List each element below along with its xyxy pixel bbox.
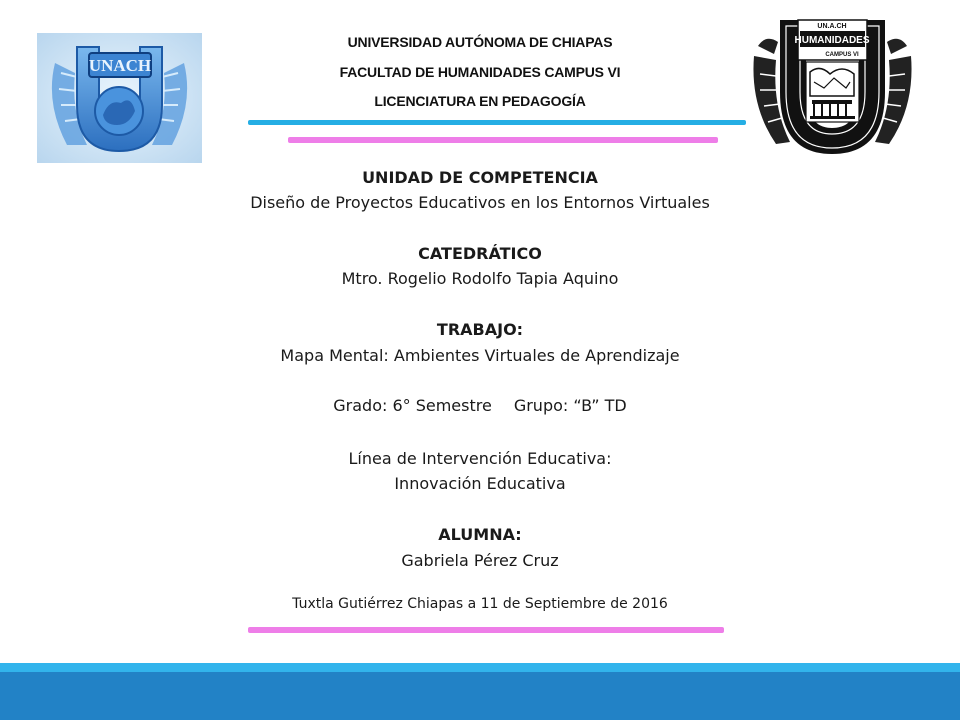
student-value: Gabriela Pérez Cruz <box>401 551 559 570</box>
footer-bar <box>0 672 960 720</box>
teacher-value: Mtro. Rogelio Rodolfo Tapia Aquino <box>341 269 619 288</box>
group-value: Grupo: “B” TD <box>513 396 627 415</box>
program-name: LICENCIATURA EN PEDAGOGÍA <box>374 93 586 109</box>
student-heading: ALUMNA: <box>438 525 522 544</box>
intervention-line-value: Innovación Educativa <box>394 474 566 493</box>
faculty-name: FACULTAD DE HUMANIDADES CAMPUS VI <box>339 64 621 80</box>
blue-divider-line <box>248 120 746 125</box>
work-heading: TRABAJO: <box>436 320 524 339</box>
humanidades-campus-vi-seal-icon <box>750 16 915 156</box>
pink-divider-line-top <box>288 137 718 143</box>
unach-university-seal-icon <box>37 33 202 163</box>
intervention-line-heading: Línea de Intervención Educativa: <box>348 449 612 468</box>
unit-value: Diseño de Proyectos Educativos en los Entornos Virtuales <box>250 193 710 212</box>
svg-text:CAMPUS VI: CAMPUS VI <box>825 52 859 58</box>
university-name: UNIVERSIDAD AUTÓNOMA DE CHIAPAS <box>347 34 613 50</box>
teacher-heading: CATEDRÁTICO <box>418 244 542 263</box>
grade-value: Grado: 6° Semestre <box>333 396 492 415</box>
pink-divider-line-bottom <box>248 627 724 633</box>
unit-heading: UNIDAD DE COMPETENCIA <box>362 168 598 187</box>
humanidades-logo <box>750 16 915 156</box>
svg-text:UN.A.CH: UN.A.CH <box>817 23 847 30</box>
grade-group-line <box>180 396 780 415</box>
svg-text:HUMANIDADES: HUMANIDADES <box>794 35 870 46</box>
footer-accent-bar <box>0 663 960 672</box>
svg-text:UNACH: UNACH <box>88 56 152 75</box>
work-value: Mapa Mental: Ambientes Virtuales de Aprendizaje <box>280 346 680 365</box>
unach-logo <box>37 33 202 163</box>
place-date: Tuxtla Gutiérrez Chiapas a 11 de Septiembre de 2016 <box>292 596 668 612</box>
